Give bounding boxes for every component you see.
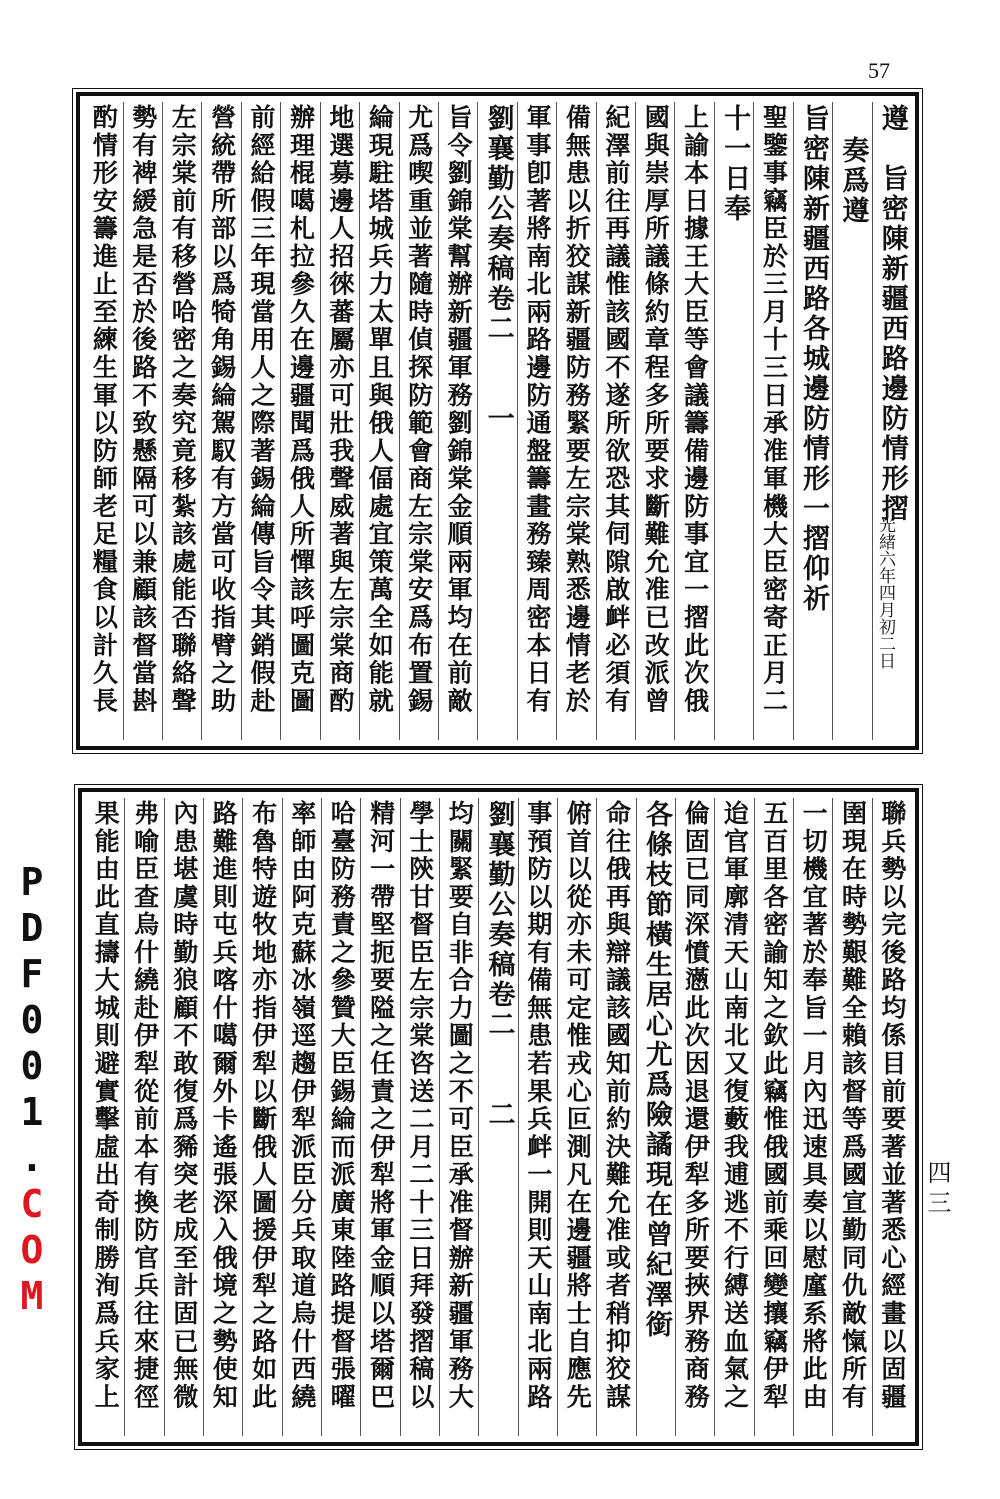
top-column-text: 上諭本日據王大臣等會議籌備邊防事宜一摺此次俄 [680,104,710,716]
top-column [714,102,753,740]
top-column-text: 營統帶所部以爲犄角錫綸駕馭有方當可收指臂之助 [207,104,237,716]
top-column [84,102,122,740]
top-column [241,102,280,740]
top-column [517,102,556,740]
bottom-column [793,798,832,1436]
bottom-column-text: 精河一帶堅扼要隘之任責之伊犁將軍金順以塔爾巴 [366,800,396,1412]
top-column [477,102,516,740]
top-column-text: 紀澤前往再議惟該國不遂所欲恐其伺隙啟衅必須有 [601,104,631,716]
top-column-text: 國與崇厚所議條約章程多所要求斷難允准已改派曾 [641,104,671,716]
bottom-column [675,798,714,1436]
bottom-column-text: 內患堪虞時勤狼顧不敢復爲豨突老成至計固已無微 [169,800,199,1412]
top-column-text: 備無患以折狡謀新疆防務緊要左宗棠熟悉邊情老於 [562,104,592,716]
top-column-text: 勢有裨緩急是否於後路不致懸隔可以兼顧該督當斟 [128,104,158,716]
watermark [12,860,52,1320]
bottom-column [754,798,793,1436]
bottom-column-text: 五百里各密諭知之欽此竊惟俄國前乘回變攘竊伊犁 [759,800,789,1412]
top-column-text: 辦理棍噶札拉參久在邊疆聞爲俄人所憚該呼圖克圖 [286,104,316,716]
bottom-column [832,798,871,1436]
top-column-text: 旨令劉錦棠幫辦新疆軍務劉錦棠金順兩軍均在前敵 [444,104,474,716]
bottom-column-text: 各條枝節橫生居心尤爲險譎現在曾紀澤銜 [640,800,672,1340]
top-column [635,102,674,740]
watermark-left: PDF001. [10,860,54,1182]
top-column [359,102,398,740]
top-column-text: 尤爲喫重並著隨時偵探防範會商左宗棠安爲布置錫 [404,104,434,716]
top-column-text: 奏爲遵 [837,136,869,226]
bottom-column [872,798,911,1436]
top-column [201,102,240,740]
top-column-text: 劉襄勤公奏稿卷二 一 [482,104,514,434]
top-column [123,102,162,740]
bottom-column-text: 路難進則屯兵喀什噶爾外卡遙張深入俄境之勢使知 [209,800,239,1412]
bottom-column-text: 學士陝甘督臣左宗棠咨送二月二十三日拜發摺稿以 [405,800,435,1412]
top-column [320,102,359,740]
page-number-bottom: 四三 [923,1160,951,1220]
bottom-column-text: 迨官軍廓清天山南北又復藪我逋逃不行縛送血氣之 [720,800,750,1412]
bottom-column-text: 命往俄再與辯議該國知前約決難允准或者稍抑狡謀 [602,800,632,1412]
bottom-column-text: 布魯特遊牧地亦指伊犁以斷俄人圖援伊犁之路如此 [248,800,278,1412]
bottom-column-text: 劉襄勤公奏稿卷二 二 [483,800,515,1130]
bottom-column [400,798,439,1436]
top-column [674,102,713,740]
top-column-text: 酌情形安籌進止至練生軍以防師老足糧食以計久長 [89,104,119,716]
bottom-column-text: 均關緊要自非合力圖之不可臣承准督辦新疆軍務大 [445,800,475,1412]
top-column [832,102,871,740]
top-column-text: 前經給假三年現當用人之際著錫綸傳旨令其銷假赴 [247,104,277,716]
bottom-column-text: 聯兵勢以完後路均係目前要著並著悉心經畫以固疆 [877,800,907,1412]
top-column-text: 旨密陳新疆西路各城邊防情形一摺仰祈 [797,104,829,614]
bottom-column-text: 哈臺防務責之參贊大臣錫綸而派廣東陸路提督張曜 [327,800,357,1412]
top-column-text: 十一日奉 [719,104,751,224]
bottom-column [596,798,635,1436]
bottom-column [360,798,399,1436]
bottom-column [242,798,281,1436]
top-column-text: 綸現駐塔城兵力太單且與俄人偪處宜策萬全如能就 [365,104,395,716]
top-column [399,102,438,740]
watermark-right: COM [10,1182,54,1320]
bottom-column-text: 俯首以從亦未可定惟戎心叵測凡在邊疆將士自應先 [563,800,593,1412]
bottom-column [86,798,124,1436]
bottom-column [439,798,478,1436]
bottom-column [282,798,321,1436]
top-column-text: 軍事卽著將南北兩路邊防通盤籌畫務臻周密本日有 [522,104,552,716]
bottom-column [518,798,557,1436]
bottom-column-text: 弗喻臣查烏什繞赴伊犁從前本有換防官兵往來捷徑 [130,800,160,1412]
top-text-block [76,92,919,750]
bottom-columns [86,798,911,1436]
page-number-top: 57 [868,58,890,83]
top-column-text: 遵 旨密陳新疆西路邊防情形摺 [876,104,908,524]
bottom-column-text: 率師由阿克蘇冰嶺逕趨伊犁派臣分兵取道烏什西繞 [287,800,317,1412]
bottom-column [557,798,596,1436]
bottom-column-text: 圉現在時勢艱難全賴該督等爲國宣勤同仇敵愾所有 [838,800,868,1412]
bottom-column [203,798,242,1436]
bottom-column-text: 果能由此直擣大城則避實擊虛出奇制勝洵爲兵家上 [91,800,121,1412]
top-column [556,102,595,740]
top-column [280,102,319,740]
bottom-column [164,798,203,1436]
top-column [438,102,477,740]
bottom-column [478,798,517,1436]
top-columns [84,102,911,740]
top-column [162,102,201,740]
bottom-column-text: 一切機宜著於奉旨一月內迅速具奏以慰廑系將此由 [799,800,829,1412]
date-note: 光緒六年四月初二日 [875,516,895,669]
bottom-column-text: 事預防以期有備無患若果兵衅一開則天山南北兩路 [523,800,553,1412]
bottom-column-text: 倫固已同深憤懣此次因退還伊犁多所要挾界務商務 [681,800,711,1412]
bottom-column [636,798,675,1436]
bottom-column [714,798,753,1436]
bottom-column [124,798,163,1436]
bottom-text-block [78,788,919,1446]
top-column-text: 地選募邊人招徠蕃屬亦可壯我聲威著與左宗棠商酌 [325,104,355,716]
top-column-text: 聖鑒事竊臣於三月十三日承准軍機大臣密寄正月二 [759,104,789,716]
top-column [793,102,832,740]
top-column [753,102,792,740]
top-column-text: 左宗棠前有移營哈密之奏究竟移紮該處能否聯絡聲 [168,104,198,716]
bottom-column [321,798,360,1436]
top-column [596,102,635,740]
